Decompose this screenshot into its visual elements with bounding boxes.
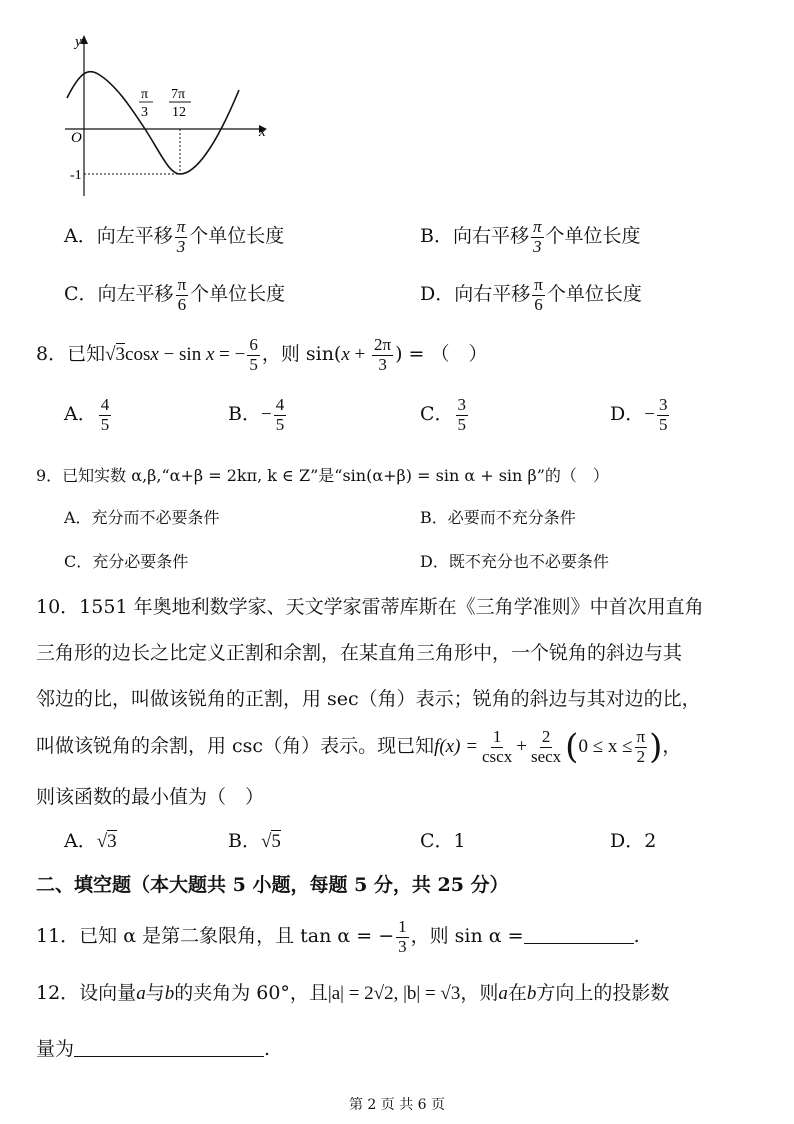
q11-answer-blank[interactable] <box>524 942 634 944</box>
q9-option-c[interactable]: C．充分必要条件 <box>64 552 189 571</box>
q8-stem: 8．已知√3cosx − sin x = − $\frac{6}{5}$ ，则 sin(x + $\frac{2\pi}{3}$ ) = （ ） <box>36 335 488 374</box>
tick1-den: 3 <box>141 105 148 120</box>
tick1-num: π <box>141 87 149 102</box>
q9-option-b[interactable]: B．必要而不充分条件 <box>420 508 576 527</box>
q10-option-a[interactable]: A．√3 <box>64 830 117 852</box>
y-tick-minus1: -1 <box>70 168 82 183</box>
q12-line-1: 12．设向量a与b的夹角为 60°，且|a| = 2√2, |b| = √3，则a在b方向上的投影数 <box>36 982 670 1004</box>
function-graph <box>55 28 285 198</box>
tick2-num: 7π <box>171 87 186 102</box>
q9-stem: 9．已知实数 α,β,“α+β = 2kπ, k ∈ Z”是“sin(α+β) = sin α + sin β”的（ ） <box>36 466 609 485</box>
page-footer: 第 2 页 共 6 页 <box>348 1097 446 1113</box>
q9-option-a[interactable]: A．充分而不必要条件 <box>64 508 220 527</box>
q10-line-4: 叫做该锐角的余割，用 csc（角）表示。现已知f(x) = $\frac{1}{\csc x}$ + $\frac{2}{\sec x}$ (0 ≤ x ≤ $\frac{\pi}{2}$ )， <box>36 727 682 768</box>
tick2-den: 12 <box>172 105 186 120</box>
q8-option-a[interactable]: A． $\frac{4}{5}$ <box>64 395 110 434</box>
q8-option-b[interactable]: B．− $\frac{4}{5}$ <box>228 395 285 434</box>
section-2-title: 二、填空题（本大题共 5 小题，每题 5 分，共 25 分） <box>36 874 509 896</box>
q9-option-d[interactable]: D．既不充分也不必要条件 <box>420 552 609 571</box>
q10-line-5: 则该函数的最小值为（ ） <box>36 786 265 808</box>
y-label: y <box>75 34 82 50</box>
q12-line-2: 量为 . <box>36 1038 271 1060</box>
q7-option-a[interactable]: A．向左平移 $\frac{\pi}{3}$ 个单位长度 <box>64 217 285 256</box>
q11-stem: 11．已知 α 是第二象限角，且 tan α = − $\frac{1}{3}$ ，则 sin α = . <box>36 917 640 956</box>
q10-line-3: 邻边的比，叫做该锐角的正割，用 sec（角）表示；锐角的斜边与其对边的比， <box>36 688 701 710</box>
q8-option-d[interactable]: D．− $\frac{3}{5}$ <box>610 395 668 434</box>
q10-option-d[interactable]: D．2 <box>610 830 657 852</box>
sine-curve <box>67 72 239 174</box>
q8-option-c[interactable]: C． $\frac{3}{5}$ <box>420 395 467 434</box>
q10-line-1: 10．1551 年奥地利数学家、天文学家雷蒂库斯在《三角学准则》中首次用直角 <box>36 596 704 618</box>
q7-option-d[interactable]: D．向右平移 $\frac{\pi}{6}$ 个单位长度 <box>420 275 642 314</box>
q7-option-b[interactable]: B．向右平移 $\frac{\pi}{3}$ 个单位长度 <box>420 217 641 256</box>
q12-answer-blank[interactable] <box>74 1055 264 1057</box>
q10-option-c[interactable]: C．1 <box>420 830 466 852</box>
q7-option-c[interactable]: C．向左平移 $\frac{\pi}{6}$ 个单位长度 <box>64 275 286 314</box>
q10-option-b[interactable]: B．√5 <box>228 830 281 852</box>
q10-line-2: 三角形的边长之比定义正割和余割，在某直角三角形中，一个锐角的斜边与其 <box>36 642 683 664</box>
origin-label: O <box>71 130 82 146</box>
x-label: x <box>259 124 266 140</box>
